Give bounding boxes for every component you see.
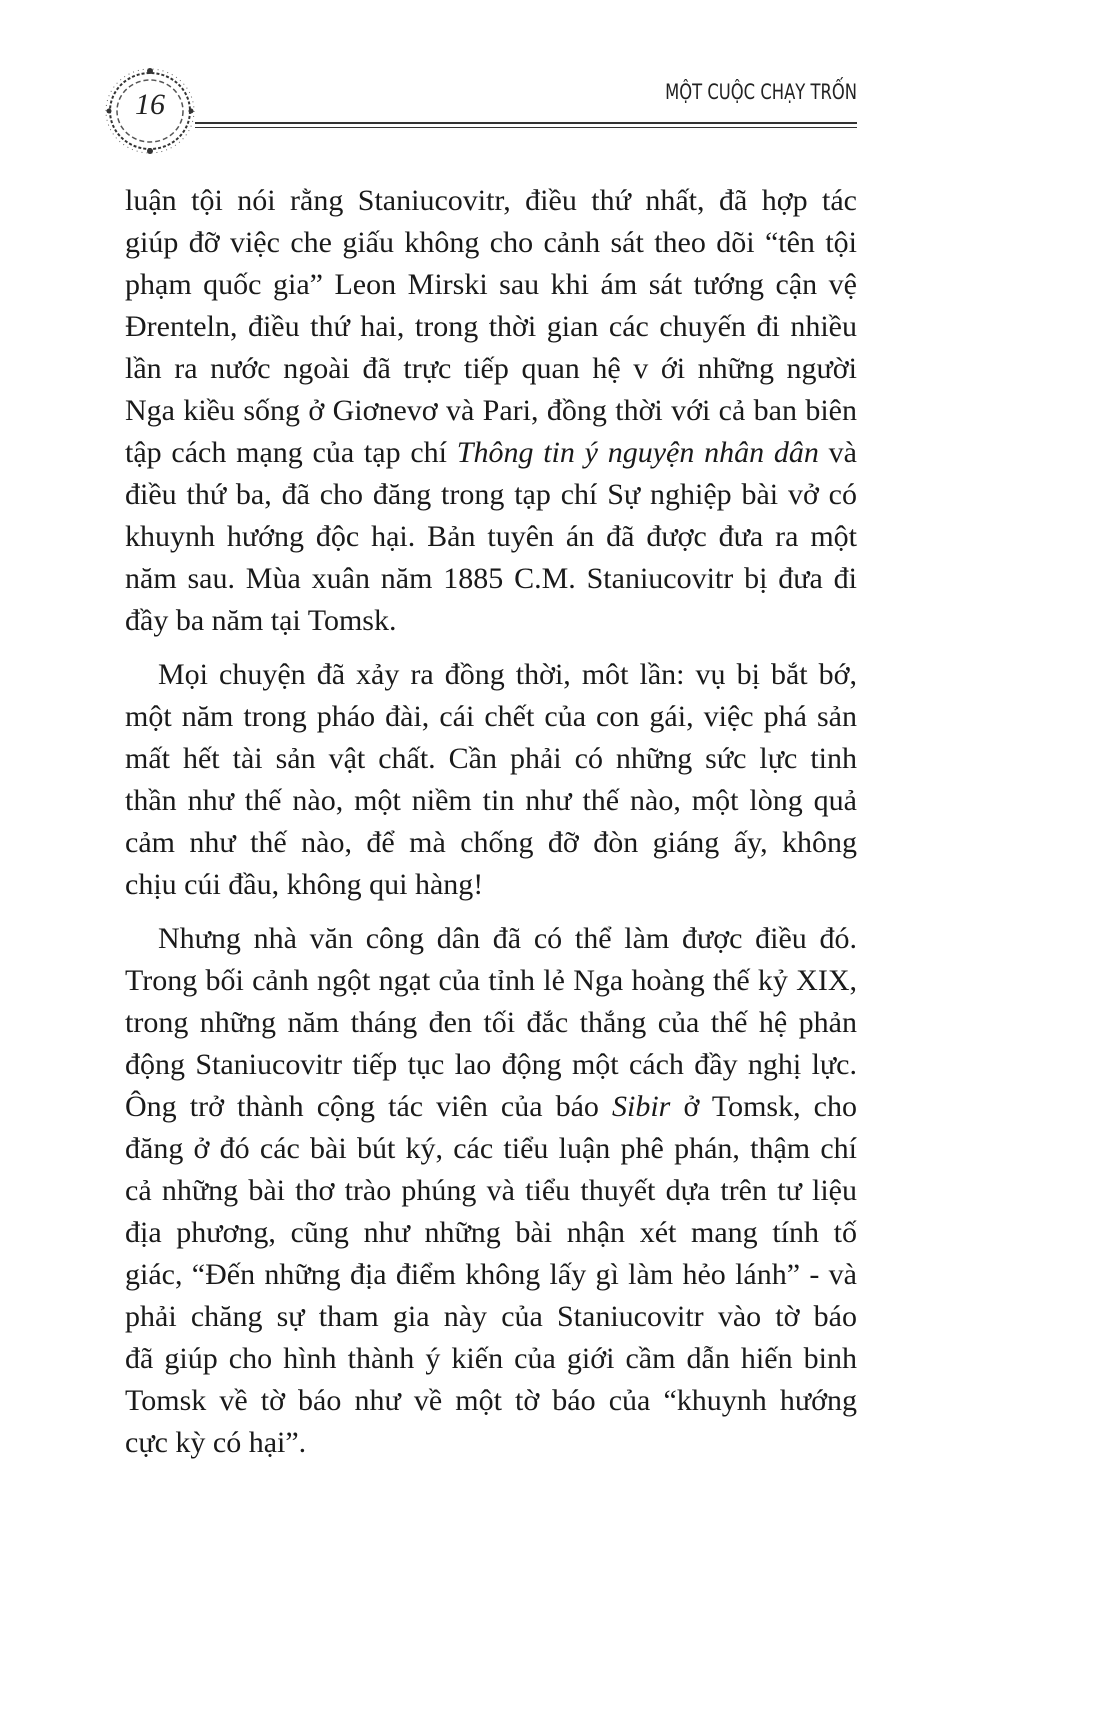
text-segment: địa phương, cũng như những bài nhận xét mang tính tố	[125, 1216, 857, 1249]
text-line	[125, 1422, 857, 1464]
text-segment: và	[818, 436, 857, 469]
text-line	[125, 516, 857, 558]
text-line	[125, 180, 857, 222]
text-line	[125, 222, 857, 264]
text-segment: tập cách mạng của tạp chí	[125, 436, 457, 469]
italic-title: Thông tin ý nguyện nhân dân	[456, 436, 819, 469]
text-line	[125, 1212, 857, 1254]
text-line	[125, 1002, 857, 1044]
page-number: 16	[135, 88, 165, 121]
text-segment: năm sau. Mùa xuân năm 1885 C.M. Staniucovitr bị đưa đi	[125, 562, 857, 595]
text-segment: một năm trong pháo đài, cái chết của con gái, việc phá sản	[125, 700, 857, 733]
body-text	[125, 180, 857, 1476]
text-segment: Đrenteln, điều thứ hai, trong thời gian các chuyến đi nhiều	[125, 310, 857, 343]
text-line	[125, 348, 857, 390]
text-segment: đã giúp cho hình thành ý kiến của giới cầm dẫn hiến binh	[125, 1342, 857, 1375]
text-segment: cả những bài thơ trào phúng và tiểu thuyết dựa trên tư liệu	[125, 1174, 857, 1207]
text-segment: Tomsk về tờ báo như về một tờ báo của “khuynh hướng	[125, 1384, 857, 1417]
paragraph	[125, 654, 857, 906]
text-segment: Trong bối cảnh ngột ngạt của tỉnh lẻ Nga hoàng thế kỷ XIX,	[125, 964, 857, 997]
text-segment: đăng ở đó các bài bút ký, các tiểu luận phê phán, thậm chí	[125, 1132, 857, 1165]
text-line	[125, 1254, 857, 1296]
text-line	[125, 1380, 857, 1422]
text-line	[125, 1296, 857, 1338]
text-segment: luận tội nói rằng Staniucovitr, điều thứ nhất, đã hợp tác	[125, 184, 857, 217]
text-segment: đầy ba năm tại Tomsk.	[125, 604, 397, 637]
text-line	[125, 918, 857, 960]
text-segment: cảm như thế nào, để mà chống đỡ đòn giáng ấy, không	[125, 826, 857, 859]
text-line	[125, 390, 857, 432]
text-line	[125, 1044, 857, 1086]
paragraph	[125, 180, 857, 642]
text-line	[125, 264, 857, 306]
text-line	[125, 960, 857, 1002]
text-segment: điều thứ ba, đã cho đăng trong tạp chí Sự nghiệp bài vở có	[125, 478, 857, 511]
text-segment: trong những năm tháng đen tối đắc thắng của thế hệ phản	[125, 1006, 857, 1039]
running-title: MỘT CUỘC CHẠY TRỐN	[665, 80, 857, 104]
text-segment: cực kỳ có hại”.	[125, 1426, 307, 1459]
text-line	[125, 306, 857, 348]
text-line	[125, 738, 857, 780]
header-rule	[195, 127, 857, 128]
text-segment: lần ra nước ngoài đã trực tiếp quan hệ v ới những người	[125, 352, 857, 385]
text-line	[125, 696, 857, 738]
paragraph	[125, 918, 857, 1464]
text-line	[125, 1170, 857, 1212]
text-line	[125, 822, 857, 864]
text-segment: thần như thế nào, một niềm tin như thế nào, một lòng quả	[125, 784, 857, 817]
text-line	[125, 474, 857, 516]
text-segment: ở Tomsk, cho	[670, 1090, 857, 1123]
text-segment: mất hết tài sản vật chất. Cần phải có những sức lực tinh	[125, 742, 857, 775]
text-line	[125, 600, 857, 642]
text-segment: giúp đỡ việc che giấu không cho cảnh sát theo dõi “tên tội	[125, 226, 857, 259]
text-segment: Nhưng nhà văn công dân đã có thể làm được điều đó.	[158, 922, 857, 955]
text-segment: phải chăng sự tham gia này của Staniucovitr vào tờ báo	[125, 1300, 857, 1333]
text-segment: giác, “Đến những địa điểm không lấy gì làm hẻo lánh” - và	[125, 1258, 857, 1291]
text-segment: khuynh hướng độc hại. Bản tuyên án đã được đưa ra một	[125, 520, 857, 553]
text-line	[125, 558, 857, 600]
text-line	[125, 864, 857, 906]
text-segment: Nga kiều sống ở Giơnevơ và Pari, đồng thời với cả ban biên	[125, 394, 857, 427]
italic-title: Sibir	[612, 1090, 671, 1123]
text-line	[125, 780, 857, 822]
text-segment: động Staniucovitr tiếp tục lao động một cách đầy nghị lực.	[125, 1048, 857, 1081]
text-line	[125, 1128, 857, 1170]
text-segment: chịu cúi đầu, không qui hàng!	[125, 868, 484, 901]
text-line	[125, 654, 857, 696]
text-line	[125, 1086, 857, 1128]
text-segment: Mọi chuyện đã xảy ra đồng thời, môt lần: vụ bị bắt bớ,	[158, 658, 857, 691]
text-line	[125, 432, 857, 474]
text-segment: Ông trở thành cộng tác viên của báo	[125, 1090, 613, 1123]
text-line	[125, 1338, 857, 1380]
header-rule	[195, 122, 857, 124]
text-segment: phạm quốc gia” Leon Mirski sau khi ám sát tướng cận vệ	[125, 268, 857, 301]
